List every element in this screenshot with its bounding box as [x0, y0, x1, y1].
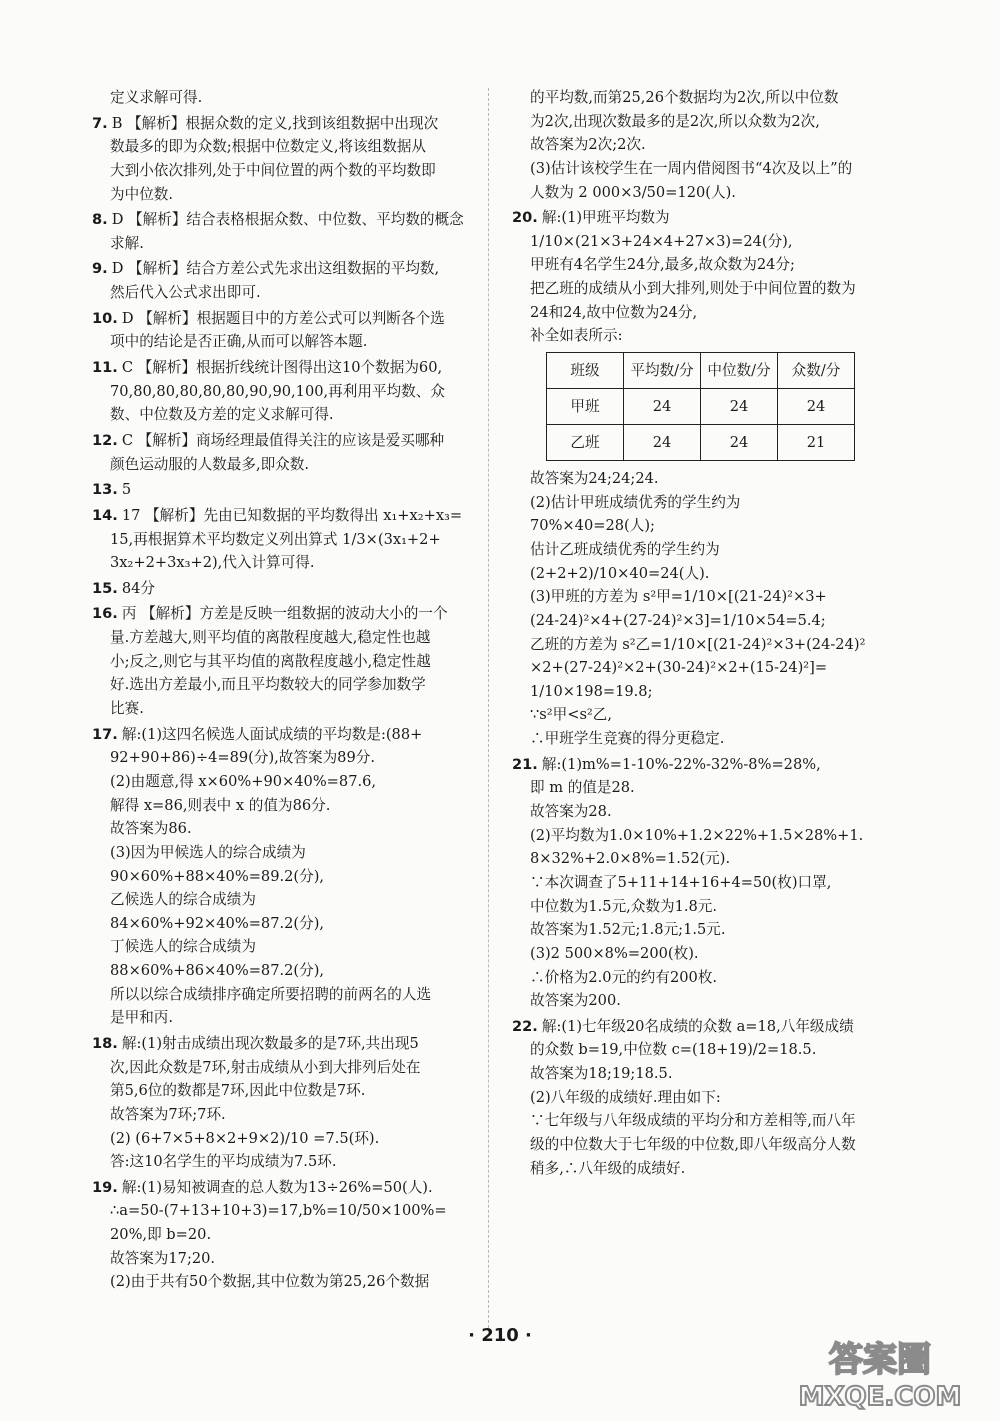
answer-line	[512, 776, 904, 800]
answer-line	[92, 1223, 468, 1247]
answer-item	[512, 1015, 904, 1180]
answer-text: (24-24)²×4+(27-24)²×3]=1/10×54=5.4;	[530, 611, 826, 629]
answer-text: 解得 x=86,则表中 x 的值为86分.	[110, 796, 331, 814]
answer-item	[92, 307, 468, 354]
answer-text: 5	[121, 481, 132, 499]
answer-line	[512, 230, 904, 254]
answer-line	[92, 1127, 468, 1151]
watermark-bottom-text: MXQE.COM	[798, 1382, 962, 1412]
answer-text: 解:(1)射击成绩出现次数最多的是7环,共出现5	[121, 1034, 419, 1052]
answer-line	[92, 159, 468, 183]
answer-text: 解:(1)甲班平均数为	[541, 209, 670, 227]
answer-line	[512, 918, 904, 942]
answer-line	[512, 847, 904, 871]
answer-line	[92, 330, 468, 354]
answer-text: (2)平均数为1.0×10%+1.2×22%+1.5×28%+1.	[530, 826, 864, 844]
answer-item	[92, 478, 468, 502]
answer-text: 定义求解可得.	[110, 89, 203, 106]
answer-line	[512, 86, 904, 110]
answer-line	[92, 697, 468, 721]
answer-line	[92, 959, 468, 983]
table-cell: 24	[624, 389, 701, 425]
answer-text: 小;反之,则它与其平均值的离散程度越小,稳定性越	[110, 652, 431, 670]
answer-line	[512, 277, 904, 301]
answer-line	[92, 380, 468, 404]
answer-text: (2+2+2)/10×40=24(人).	[530, 564, 710, 582]
table-row	[547, 389, 855, 425]
answer-line	[512, 324, 904, 348]
answer-line	[512, 562, 904, 586]
answer-line	[512, 133, 904, 157]
table-cell: 24	[701, 389, 778, 425]
answer-item	[92, 429, 468, 476]
question-number: 13.	[92, 481, 118, 499]
answer-line	[512, 301, 904, 325]
answer-line	[92, 135, 468, 159]
answer-line	[92, 723, 468, 747]
answer-line	[92, 817, 468, 841]
answer-text: D 【解析】根据题目中的方差公式可以判断各个选	[121, 309, 445, 327]
answer-text: 1/10×(21×3+24×4+27×3)=24(分),	[530, 232, 793, 250]
answer-line	[92, 626, 468, 650]
answer-text: 补全如表所示:	[530, 327, 623, 345]
answer-item	[512, 206, 904, 348]
answer-text: D 【解析】结合方差公式先求出这组数据的平均数,	[111, 260, 440, 278]
answer-text: (2)由题意,得 x×60%+90×40%=87.6,	[110, 772, 377, 790]
answer-text: 解:(1)m%=1-10%-22%-32%-8%=28%,	[541, 755, 821, 773]
answer-text: 丙 【解析】方差是反映一组数据的波动大小的一个	[121, 605, 448, 623]
answer-text: 数最多的即为众数;根据中位数定义,将该组数据从	[110, 138, 427, 156]
answer-text: 乙班的方差为 s²乙=1/10×[(21-24)²×3+(24-24)²	[530, 635, 866, 653]
answer-text: 然后代入公式求出即可.	[110, 284, 261, 302]
answer-line	[92, 1247, 468, 1271]
question-number: 10.	[92, 309, 118, 327]
answer-item	[92, 208, 468, 255]
answer-text: C 【解析】根据折线统计图得出这10个数据为60,	[121, 359, 443, 377]
answer-text: 的众数 b=19,中位数 c=(18+19)/2=18.5.	[530, 1041, 817, 1059]
answer-text: 所以以综合成绩排序确定所要招聘的前两名的人选	[110, 985, 432, 1003]
answer-text: (2)八年级的成绩好.理由如下:	[530, 1088, 721, 1106]
answer-line	[92, 1270, 468, 1294]
answer-line	[512, 157, 904, 181]
watermark-top-text: 答案圈	[829, 1340, 931, 1380]
answer-line	[92, 356, 468, 380]
answer-line	[92, 888, 468, 912]
answer-text: 量.方差越大,则平均值的离散程度越大,稳定性也越	[110, 629, 431, 647]
answer-text: 估计乙班成绩优秀的学生约为	[530, 540, 720, 558]
answer-line	[92, 504, 468, 528]
answer-text: 故答案为86.	[110, 820, 192, 838]
answer-item	[512, 86, 904, 204]
answer-line	[92, 650, 468, 674]
answer-line	[92, 478, 468, 502]
answer-text: 故答案为28.	[530, 803, 612, 821]
question-number: 9.	[92, 260, 108, 278]
answer-text: 中位数为1.5元,众数为1.8元.	[530, 897, 718, 915]
table-cell: 24	[778, 389, 855, 425]
table-header-cell: 众数/分	[778, 353, 855, 389]
answer-item	[512, 753, 904, 1013]
answer-line	[512, 753, 904, 777]
answer-line	[512, 727, 904, 751]
answer-line	[512, 1109, 904, 1133]
table-header-cell: 平均数/分	[624, 353, 701, 389]
answer-text: 17 【解析】先由已知数据的平均数得出 x₁+x₂+x₃=	[121, 506, 463, 524]
table-header-cell: 班级	[547, 353, 624, 389]
answer-text: 比赛.	[110, 700, 144, 718]
answer-text: ∵七年级与八年级成绩的平均分和方差相等,而八年	[530, 1112, 856, 1130]
answer-item	[92, 112, 468, 207]
question-number: 16.	[92, 605, 118, 623]
answer-line	[92, 746, 468, 770]
answer-text: 是甲和丙.	[110, 1009, 174, 1027]
question-number: 20.	[512, 209, 538, 227]
answer-line	[512, 1038, 904, 1062]
answer-item	[92, 1176, 468, 1294]
right-column-bottom	[512, 467, 904, 1180]
question-number: 15.	[92, 579, 118, 597]
answer-item	[92, 257, 468, 304]
table-cell: 24	[701, 425, 778, 461]
answer-text: 甲班有4名学生24分,最多,故众数为24分;	[530, 256, 795, 274]
answer-text: 故答案为17;20.	[110, 1249, 216, 1267]
answer-line	[512, 253, 904, 277]
answer-text: 次,因此众数是7环,射击成绩从小到大排列后处在	[110, 1058, 421, 1076]
answer-line	[92, 208, 468, 232]
answer-line	[512, 871, 904, 895]
answer-item	[92, 356, 468, 427]
answer-line	[512, 538, 904, 562]
table-header-row	[547, 353, 855, 389]
answer-line	[512, 206, 904, 230]
question-number: 18.	[92, 1034, 118, 1052]
answer-line	[512, 656, 904, 680]
answer-text: 稍多,∴八年级的成绩好.	[530, 1159, 686, 1177]
answer-line	[92, 453, 468, 477]
answer-text: 大到小依次排列,处于中间位置的两个数的平均数即	[110, 161, 436, 179]
score-table	[546, 352, 855, 461]
answer-line	[512, 585, 904, 609]
answer-line	[92, 1056, 468, 1080]
answer-line	[92, 1199, 468, 1223]
answer-line	[92, 403, 468, 427]
answer-text: 故答案为18;19;18.5.	[530, 1065, 673, 1083]
answer-text: 人数为 2 000×3/50=120(人).	[530, 183, 736, 201]
answer-line	[512, 966, 904, 990]
answer-line	[92, 983, 468, 1007]
answer-text: (3)甲班的方差为 s²甲=1/10×[(21-24)²×3+	[530, 588, 827, 606]
answer-line	[512, 1157, 904, 1181]
answer-line	[92, 1103, 468, 1127]
answer-line	[92, 257, 468, 281]
question-number: 22.	[512, 1017, 538, 1035]
answer-text: 解:(1)这四名候选人面试成绩的平均数是:(88+	[121, 725, 423, 743]
table-cell: 24	[624, 425, 701, 461]
answer-text: 70%×40=28(人);	[530, 517, 655, 535]
answer-line	[92, 183, 468, 207]
table-header-cell: 中位数/分	[701, 353, 778, 389]
answer-line	[512, 633, 904, 657]
answer-text: 84×60%+92×40%=87.2(分),	[110, 914, 325, 932]
answer-item	[92, 86, 468, 110]
answer-text: (2)由于共有50个数据,其中位数为第25,26个数据	[110, 1273, 430, 1291]
answer-text: 颜色运动服的人数最多,即众数.	[110, 455, 309, 473]
answer-text: 求解.	[110, 234, 144, 252]
answer-line	[512, 181, 904, 205]
answer-line	[92, 770, 468, 794]
answer-line	[92, 841, 468, 865]
table-cell: 甲班	[547, 389, 624, 425]
answer-line	[512, 800, 904, 824]
answer-text: ∵本次调查了5+11+14+16+4=50(枚)口罩,	[530, 873, 832, 891]
answer-text: 即 m 的值是28.	[530, 779, 635, 797]
question-number: 17.	[92, 725, 118, 743]
answer-line	[92, 935, 468, 959]
answer-text: 级的中位数大于七年级的中位数,即八年级高分人数	[530, 1135, 856, 1153]
answer-line	[512, 1086, 904, 1110]
left-column	[92, 86, 468, 1296]
table-cell: 21	[778, 425, 855, 461]
answer-text: 第5,6位的数都是7环,因此中位数是7环.	[110, 1082, 366, 1100]
answer-text: 故答案为1.52元;1.8元;1.5元.	[530, 921, 726, 939]
answer-line	[512, 1015, 904, 1039]
answer-line	[92, 551, 468, 575]
question-number: 11.	[92, 359, 118, 377]
answer-line	[92, 112, 468, 136]
answer-text: 90×60%+88×40%=89.2(分),	[110, 867, 325, 885]
answer-line	[512, 824, 904, 848]
watermark-logo	[780, 1333, 980, 1413]
answer-text: ∴a=50-(7+13+10+3)=17,b%=10/50×100%=	[110, 1202, 447, 1220]
answer-line	[92, 1006, 468, 1030]
question-number: 7.	[92, 114, 108, 132]
question-number: 19.	[92, 1178, 118, 1196]
answer-text: 好.选出方差最小,而且平均数较大的同学参加数学	[110, 676, 426, 694]
answer-line	[512, 1133, 904, 1157]
table-row	[547, 425, 855, 461]
answer-text: ∴甲班学生竞赛的得分更稳定.	[530, 730, 725, 748]
answer-text: 为2次,出现次数最多的是2次,所以众数为2次,	[530, 112, 820, 130]
answer-line	[92, 528, 468, 552]
answer-line	[92, 602, 468, 626]
answer-text: 解:(1)七年级20名成绩的众数 a=18,八年级成绩	[541, 1017, 854, 1035]
answer-text: B 【解析】根据众数的定义,找到该组数据中出现次	[111, 114, 439, 132]
answer-line	[92, 232, 468, 256]
answer-text: 20%,即 b=20.	[110, 1226, 212, 1244]
answer-text: 答:这10名学生的平均成绩为7.5环.	[110, 1153, 337, 1171]
answer-line	[512, 703, 904, 727]
answer-line	[92, 281, 468, 305]
question-number: 8.	[92, 211, 108, 229]
question-number: 21.	[512, 755, 538, 773]
answer-line	[512, 467, 904, 491]
question-number: 14.	[92, 506, 118, 524]
answer-text: 的平均数,而第25,26个数据均为2次,所以中位数	[530, 89, 839, 106]
answer-line	[92, 794, 468, 818]
table-cell: 乙班	[547, 425, 624, 461]
answer-text: D 【解析】结合表格根据众数、中位数、平均数的概念	[111, 211, 464, 229]
answer-line	[92, 1176, 468, 1200]
answer-item	[512, 467, 904, 751]
answer-text: (2) (6+7×5+8×2+9×2)/10 =7.5(环).	[110, 1129, 380, 1147]
right-column	[512, 86, 904, 1182]
answer-text: 84分	[121, 579, 156, 597]
answer-text: 数、中位数及方差的定义求解可得.	[110, 406, 334, 424]
answer-line	[512, 942, 904, 966]
answer-text: 70,80,80,80,80,80,90,90,100,再利用平均数、众	[110, 382, 445, 400]
answer-line	[92, 673, 468, 697]
answer-text: 3x₂+2+3x₃+2),代入计算可得.	[110, 554, 315, 572]
answer-text: 8×32%+2.0×8%=1.52(元).	[530, 850, 731, 868]
answer-line	[92, 1079, 468, 1103]
answer-text: 把乙班的成绩从小到大排列,则处于中间位置的数为	[530, 280, 856, 298]
question-number: 12.	[92, 431, 118, 449]
answer-text: 项中的结论是否正确,从而可以解答本题.	[110, 333, 368, 351]
answer-text: 故答案为2次;2次.	[530, 136, 646, 154]
answer-text: C 【解析】商场经理最值得关注的应该是爱买哪种	[121, 431, 445, 449]
answer-text: 乙候选人的综合成绩为	[110, 891, 256, 909]
answer-line	[92, 912, 468, 936]
answer-line	[92, 1150, 468, 1174]
answer-line	[92, 577, 468, 601]
column-divider	[488, 88, 489, 1328]
answer-text: (3)2 500×8%=200(枚).	[530, 944, 699, 962]
answer-text: 故答案为7环;7环.	[110, 1105, 226, 1123]
answer-line	[512, 1062, 904, 1086]
answer-item	[92, 1032, 468, 1174]
answer-text: 解:(1)易知被调查的总人数为13÷26%=50(人).	[121, 1178, 433, 1196]
answer-text: ∴价格为2.0元的约有200枚.	[530, 968, 718, 986]
answer-text: 15,再根据算术平均数定义列出算式 1/3×(3x₁+2+	[110, 530, 441, 548]
answer-line	[92, 865, 468, 889]
answer-text: 故答案为24;24;24.	[530, 470, 659, 488]
page-number: · 210 ·	[468, 1325, 532, 1346]
answer-line	[512, 491, 904, 515]
answer-line	[512, 895, 904, 919]
answer-text: ∵s²甲<s²乙,	[530, 706, 613, 724]
answer-line	[92, 1032, 468, 1056]
answer-text: ×2+(27-24)²×2+(30-24)²×2+(15-24)²]=	[530, 659, 828, 677]
answer-item	[92, 602, 468, 720]
answer-text: 丁候选人的综合成绩为	[110, 938, 256, 956]
answer-line	[512, 514, 904, 538]
answer-text: 故答案为200.	[530, 992, 621, 1010]
answer-line	[512, 989, 904, 1013]
answer-line	[512, 609, 904, 633]
answer-text: 92+90+86)÷4=89(分),故答案为89分.	[110, 749, 375, 767]
answer-line	[512, 110, 904, 134]
answer-item	[92, 577, 468, 601]
answer-item	[92, 504, 468, 575]
answer-text: 1/10×198=19.8;	[530, 682, 653, 700]
answer-text: 为中位数.	[110, 185, 174, 203]
answer-text: 88×60%+86×40%=87.2(分),	[110, 962, 325, 980]
answer-text: (3)因为甲候选人的综合成绩为	[110, 843, 306, 861]
answer-text: (2)估计甲班成绩优秀的学生约为	[530, 493, 741, 511]
answer-text: 24和24,故中位数为24分,	[530, 303, 698, 321]
answer-line	[92, 86, 468, 110]
answer-line	[92, 429, 468, 453]
right-column-top	[512, 86, 904, 348]
answer-line	[512, 680, 904, 704]
answer-text: (3)估计该校学生在一周内借阅图书“4次及以上”的	[530, 159, 853, 177]
answer-item	[92, 723, 468, 1030]
answer-line	[92, 307, 468, 331]
